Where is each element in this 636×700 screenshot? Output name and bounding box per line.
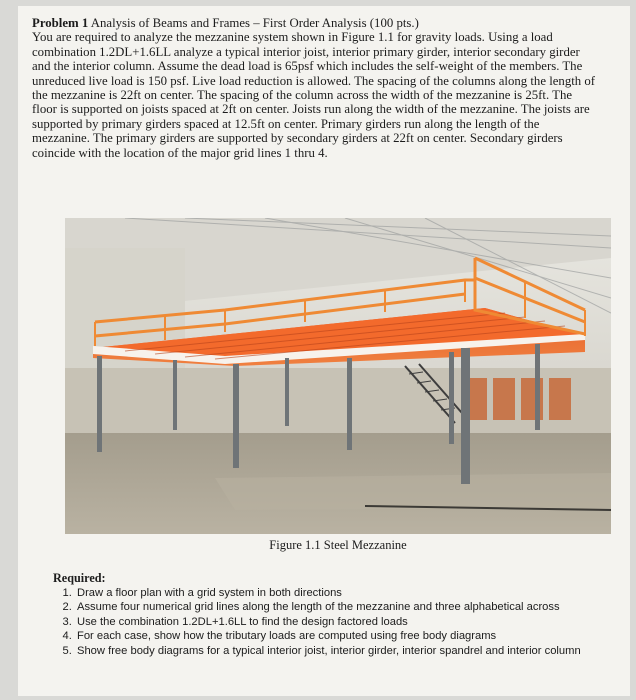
figure-caption: Figure 1.1 Steel Mezzanine <box>269 538 407 552</box>
required-item: 5. Show free body diagrams for a typical interior joist, interior girder, interior spandrel and interior column <box>75 645 613 659</box>
problem-statement <box>32 16 598 160</box>
problem-body: You are required to analyze the mezzanine system shown in Figure 1.1 for gravity loads. Using a load combination 1.2DL+1.6LL analyze a typical interior joist, interior primary girder, interior secondary girder and the interior column. Assume the dead load is 65psf which includes the self-weight of the members. The unreduced live load is 150 psf. Live load reduction is allowed. The spacing of the columns along the length of the mezzanine is 22ft on center. The spacing of the column across the width of the mezzanine is 25ft. The floor is supported on joists spaced at 2ft on center. Joists run along the width of the mezzanine. The joists are supported by primary girders spaced at 12.5ft on center. Primary girders run along the length of the mezzanine. The primary girders are supported by secondary girders at 22ft on center. Secondary girders coincide with the location of the major grid lines 1 thru 4. <box>32 30 596 160</box>
required-item: 2. Assume four numerical grid lines along the length of the mezzanine and three alphabetical across <box>75 601 613 615</box>
mezzanine-illustration <box>65 218 611 534</box>
required-item: 3. Use the combination 1.2DL+1.6LL to find the design factored loads <box>75 616 613 630</box>
mezzanine-photo <box>65 218 611 534</box>
problem-subtitle: Analysis of Beams and Frames – First Order Analysis (100 pts.) <box>90 16 419 30</box>
required-list <box>53 587 613 659</box>
required-heading: Required: <box>53 571 106 585</box>
problem-heading: Problem 1 <box>32 16 89 30</box>
required-section <box>53 572 613 660</box>
required-item: 1. Draw a floor plan with a grid system in both directions <box>75 587 613 601</box>
document-page <box>18 6 630 696</box>
required-item: 4. For each case, show how the tributary loads are computed using free body diagrams <box>75 630 613 644</box>
